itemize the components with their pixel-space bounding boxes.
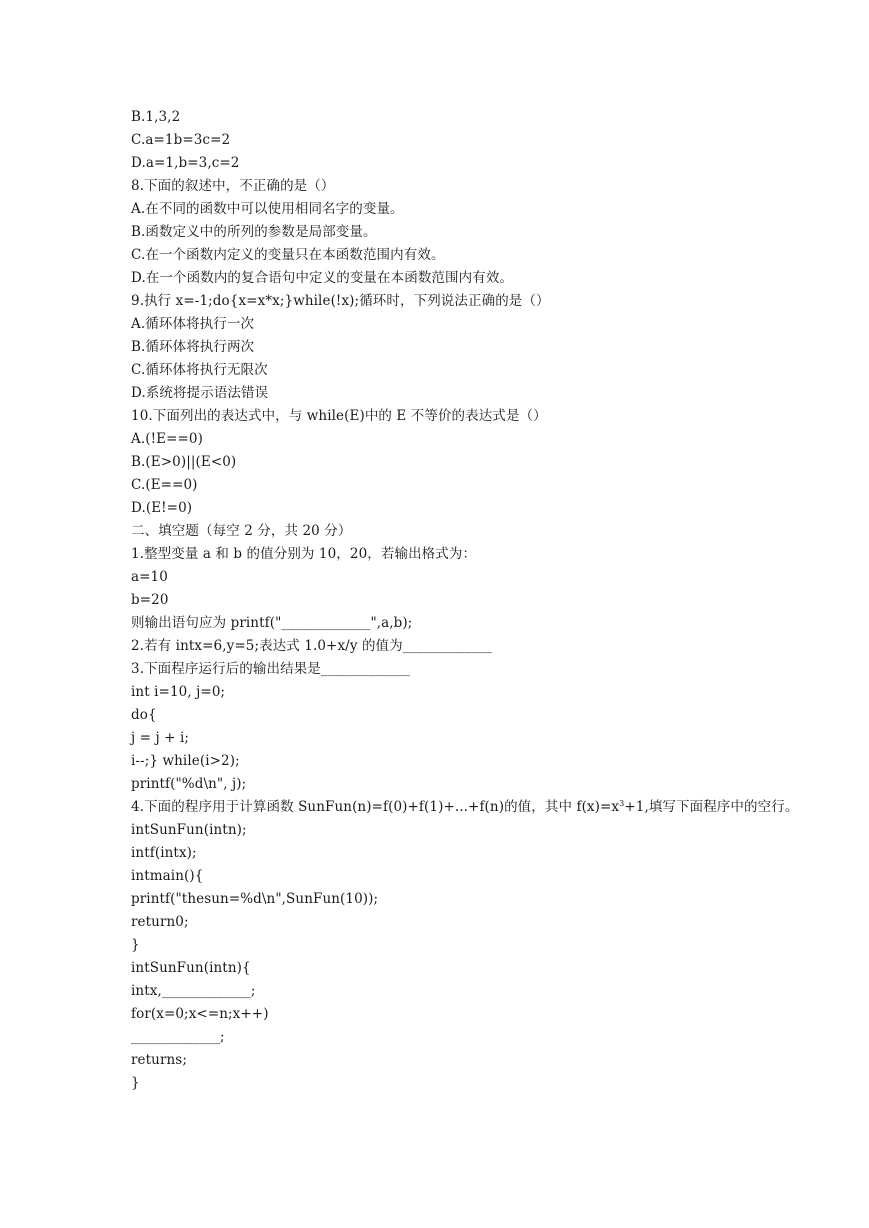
question-9: 9.执行 x=-1;do{x=x*x;}while(!x);循环时，下列说法正确的是（）: [131, 293, 550, 309]
question-10: 10.下面列出的表达式中，与 while(E)中的 E 不等价的表达式是（）: [131, 408, 547, 424]
code-line: i--;} while(i>2);: [131, 753, 240, 769]
option-a: A.循环体将执行一次: [131, 316, 255, 332]
option-d: D.(E!=0): [131, 500, 193, 516]
text-line: D.a=1,b=3,c=2: [131, 155, 240, 171]
option-b: B.函数定义中的所列的参数是局部变量。: [131, 224, 377, 240]
code-line: returns;: [131, 1052, 187, 1068]
code-line: }: [131, 937, 140, 953]
question-4-text: 4.下面的程序用于计算函数 SunFun(n)=f(0)+f(1)+...+f(n)的值，其中 f(x)=x: [131, 799, 620, 815]
option-d: D.系统将提示语法错误: [131, 385, 269, 401]
option-c: C.在一个函数内定义的变量只在本函数范围内有效。: [131, 247, 445, 263]
superscript: 3: [619, 799, 625, 808]
code-line: printf("%d\n", j);: [131, 776, 247, 792]
code-line: for(x=0;x<=n;x++): [131, 1006, 269, 1022]
option-a: A.(!E==0): [131, 431, 203, 447]
option-b: B.(E>0)||(E<0): [131, 454, 237, 470]
fill-question-3: 3.下面程序运行后的输出结果是_____________: [131, 661, 410, 677]
fill-question-4: [131, 796, 799, 819]
option-c: C.循环体将执行无限次: [131, 362, 268, 378]
fill-question-2: 2.若有 intx=6,y=5;表达式 1.0+x/y 的值为_____________: [131, 638, 492, 654]
code-line: intmain(){: [131, 868, 204, 884]
option-c: C.(E==0): [131, 477, 198, 493]
fill-question-1: 1.整型变量 a 和 b 的值分别为 10，20，若输出格式为：: [131, 546, 477, 562]
text-line: b=20: [131, 592, 169, 608]
code-line: intSunFun(intn);: [131, 822, 247, 838]
code-line: }: [131, 1075, 140, 1091]
text-line: B.1,3,2: [131, 109, 181, 125]
text-line: a=10: [131, 569, 168, 585]
text-line: 则输出语句应为 printf("_____________",a,b);: [131, 615, 413, 631]
code-line: intSunFun(intn){: [131, 960, 251, 976]
document-body: [131, 106, 831, 1095]
section-heading: 二、填空题（每空 2 分，共 20 分）: [131, 523, 352, 539]
code-line: intf(intx);: [131, 845, 197, 861]
code-line: printf("thesun=%d\n",SunFun(10));: [131, 891, 379, 907]
option-b: B.循环体将执行两次: [131, 339, 255, 355]
code-line: return0;: [131, 914, 189, 930]
code-line: int i=10, j=0;: [131, 684, 226, 700]
code-line: do{: [131, 707, 157, 723]
text-line: C.a=1b=3c=2: [131, 132, 231, 148]
code-line: _____________;: [131, 1029, 225, 1045]
code-line: j = j + i;: [131, 730, 190, 746]
question-8: 8.下面的叙述中，不正确的是（）: [131, 178, 335, 194]
option-a: A.在不同的函数中可以使用相同名字的变量。: [131, 201, 404, 217]
code-line: intx,_____________;: [131, 983, 256, 999]
question-4-text-cont: +1,填写下面程序中的空行。: [624, 799, 799, 815]
option-d: D.在一个函数内的复合语句中定义的变量在本函数范围内有效。: [131, 270, 514, 286]
